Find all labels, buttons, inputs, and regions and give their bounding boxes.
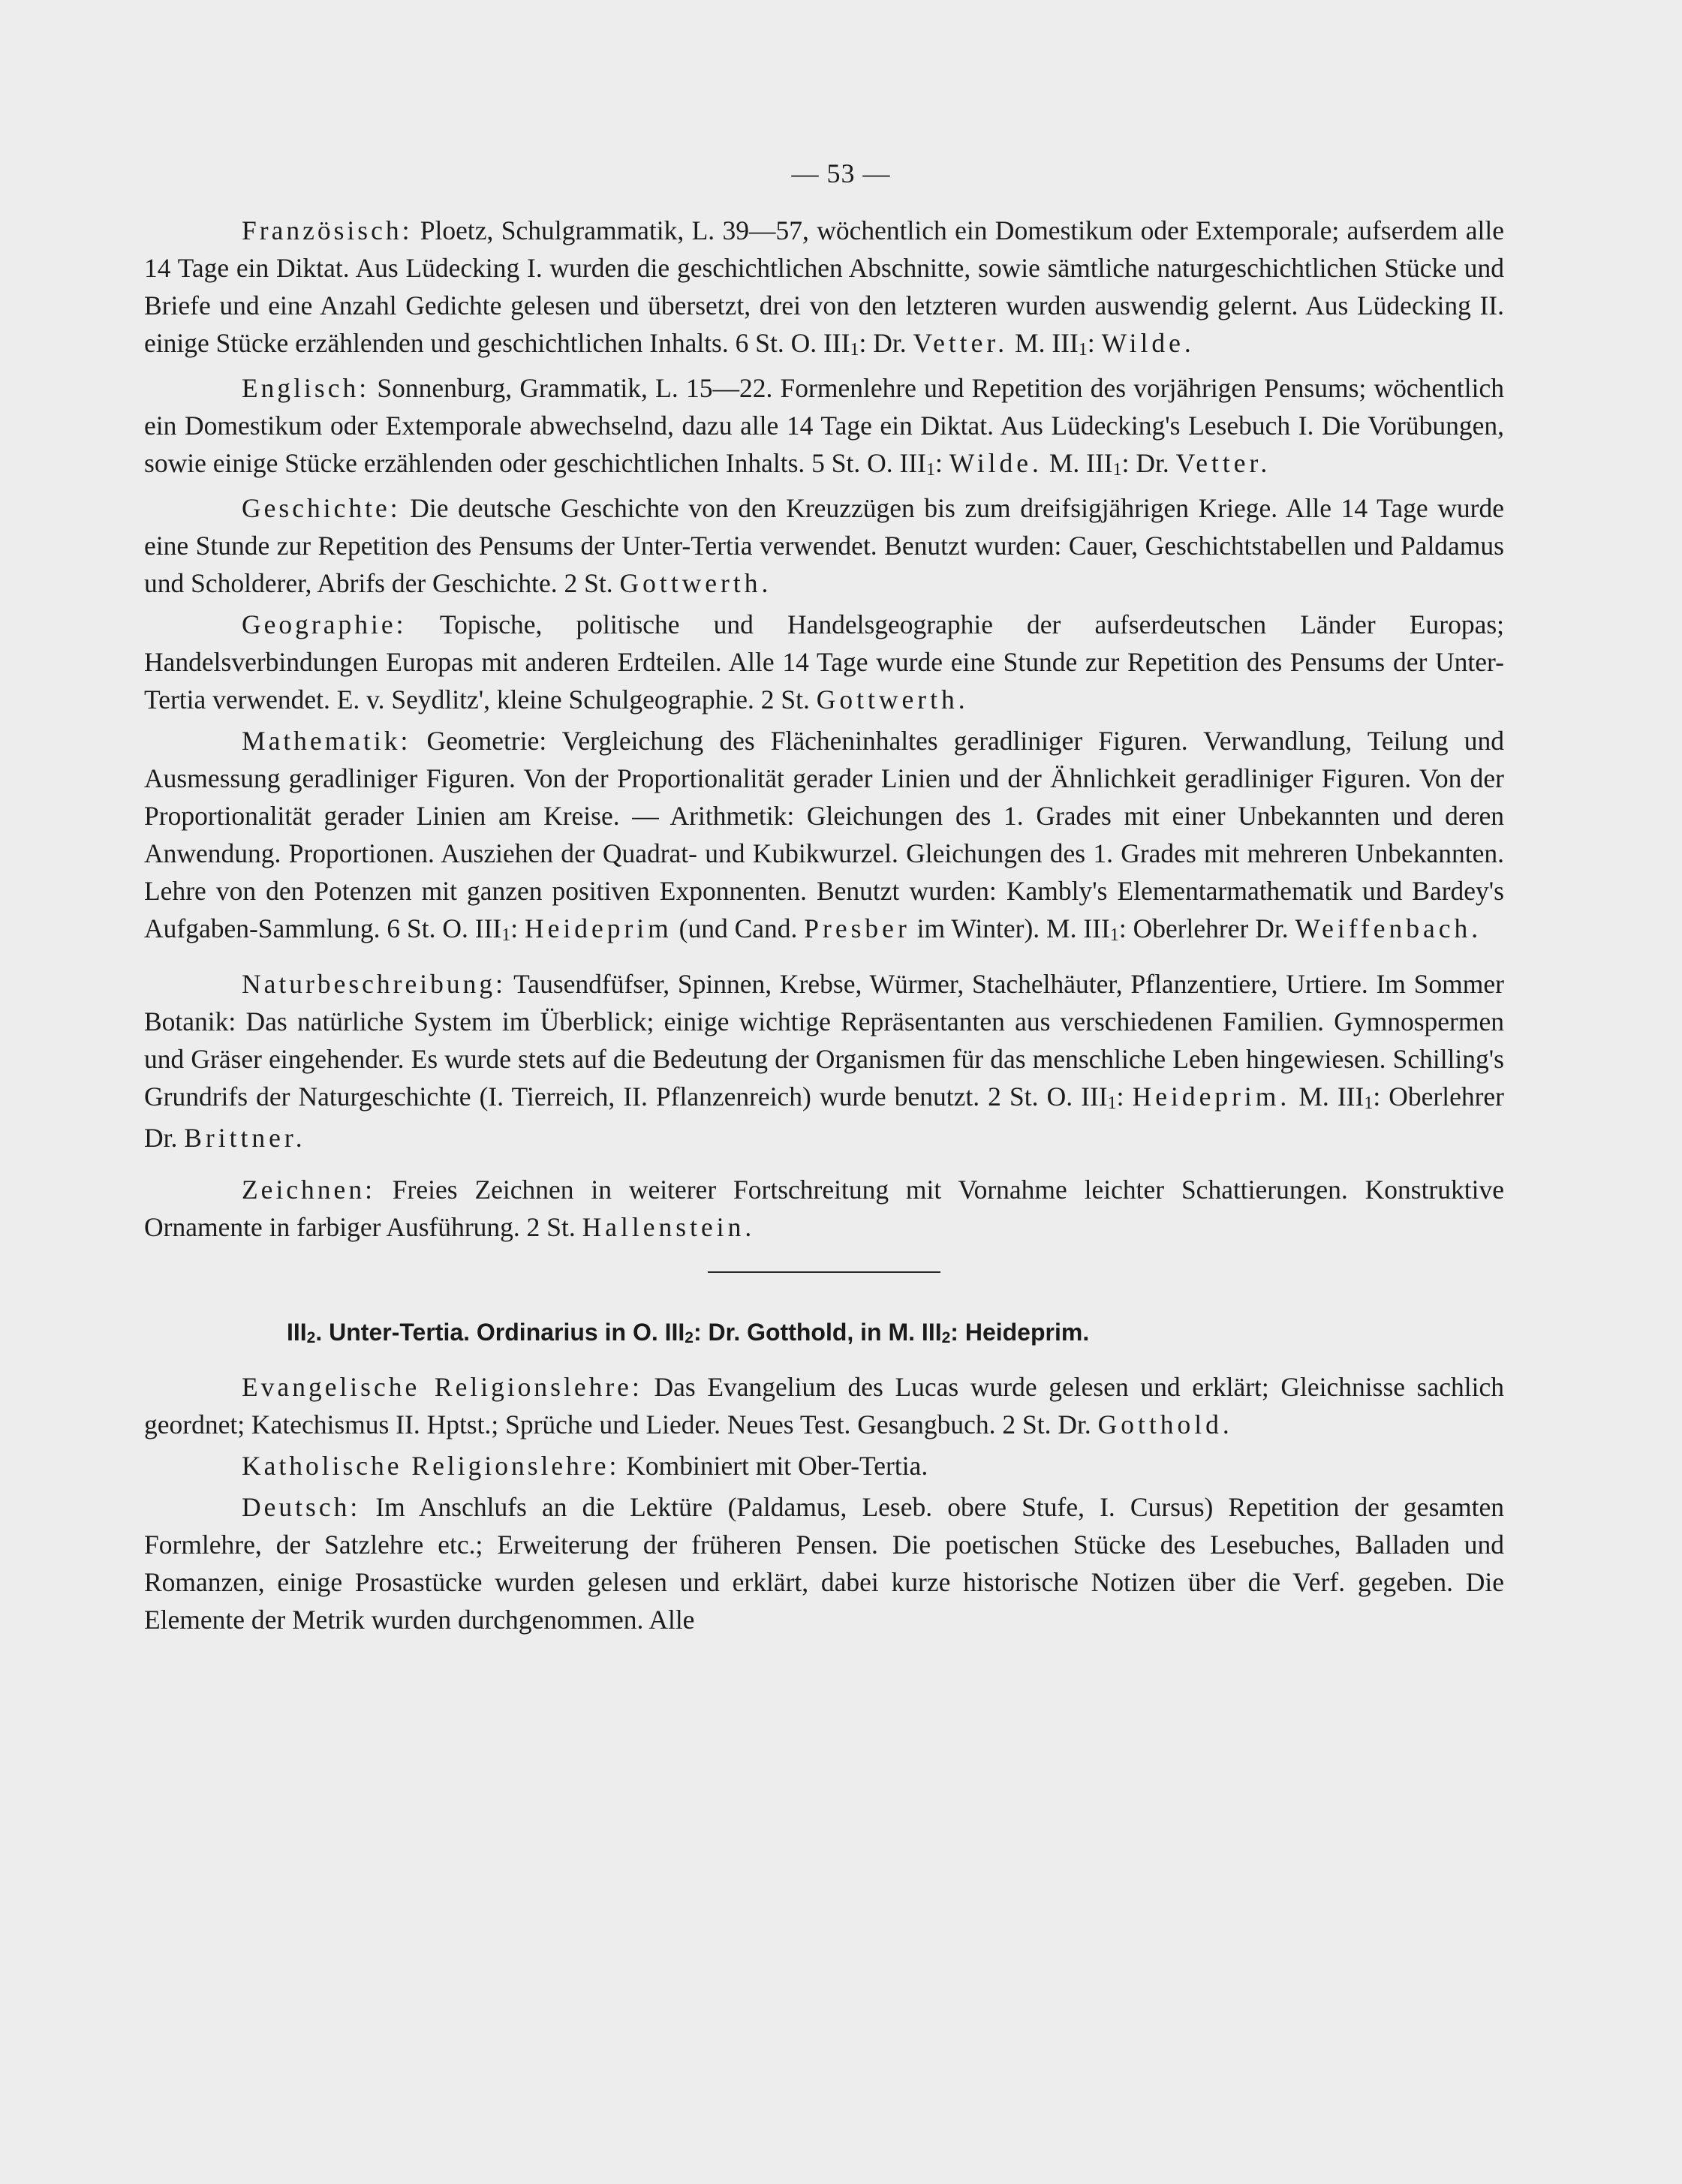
paragraph-franzoesisch — [144, 212, 1504, 366]
subject-heading: Evangelische Religionslehre: — [242, 1372, 642, 1402]
heading-text: : Heideprim. — [950, 1319, 1090, 1346]
teacher-name: Vetter. — [913, 328, 1009, 358]
paragraph-text: : — [1087, 328, 1102, 358]
paragraph-text: : Dr. — [859, 328, 913, 358]
class-subscript: 2 — [941, 1329, 951, 1346]
paragraph-text: Im Anschlufs an die Lektüre (Paldamus, Leseb. obere Stufe, I. Cursus) Repetition der gesamten Formlehre, der Satzlehre etc.; Erweiterung der früheren Pensen. Die poetischen Stücke des Lesebuches, Balladen und Romanzen, einige Prosastücke wurden gelesen und erklärt, dabei kurze historische Notizen über die Verf. gegeben. Die Elemente der Metrik wurden durchgenommen. Alle — [144, 1492, 1504, 1635]
paragraph-ev-religion — [144, 1368, 1504, 1443]
paragraph-englisch — [144, 369, 1504, 486]
paragraph-geschichte — [144, 489, 1504, 602]
spacer — [144, 1160, 1504, 1171]
paragraph-text: Das Evangelium des Lucas wurde gelesen und erklärt; Gleichnisse sachlich geordnet; Katechismus II. Hptst.; Sprüche und Lieder. Neues Test. Gesangbuch. 2 St. Dr. — [144, 1372, 1504, 1439]
paragraph-mathematik — [144, 722, 1504, 951]
teacher-name: Brittner. — [184, 1123, 306, 1153]
subject-heading: Geographie: — [242, 609, 407, 639]
class-subscript: 1 — [850, 340, 859, 359]
subject-heading: Naturbeschreibung: — [242, 969, 506, 999]
paragraph-kath-religion — [144, 1447, 1504, 1485]
subject-heading: Englisch: — [242, 373, 370, 403]
page-content — [144, 212, 1504, 1642]
paragraph-deutsch — [144, 1488, 1504, 1638]
paragraph-text: Freies Zeichnen in weiterer Fortschreitung mit Vornahme leichter Schattierungen. Konstruktive Ornamente in farbiger Ausführung. 2 St. — [144, 1175, 1504, 1242]
paragraph-zeichnen — [144, 1171, 1504, 1246]
paragraph-text: im Winter). M. III — [910, 913, 1110, 943]
subject-heading: Französisch: — [242, 215, 413, 245]
teacher-name: Presber — [804, 913, 910, 943]
class-subscript: 2 — [685, 1329, 694, 1346]
paragraph-naturbeschreibung — [144, 965, 1504, 1157]
paragraph-text: : Oberlehrer Dr. — [144, 1081, 1505, 1153]
paragraph-text: Sonnenburg, Grammatik, L. 15—22. Formenlehre und Repetition des vorjährigen Pensums; wöchentlich ein Domestikum oder Extemporale abwechselnd, dazu alle 14 Tage ein Diktat. Aus Lüdecking's Lesebuch I. Die Vorübungen, sowie einige Stücke erzählenden oder geschichtlichen Inhalts. 5 St. O. III — [144, 373, 1504, 478]
teacher-name: Gottwerth. — [816, 684, 969, 714]
paragraph-text: : — [510, 913, 525, 943]
paragraph-text: Topische, politische und Handelsgeographie der aufserdeutschen Länder Europas; Handelsverbindungen Europas mit anderen Erdteilen. Alle 14 Tage wurde eine Stunde zur Repetition des Pensums der Unter-Tertia verwendet. E. v. Seydlitz', kleine Schulgeographie. 2 St. — [144, 609, 1504, 714]
subject-heading: Geschichte: — [242, 493, 401, 523]
teacher-name: Weiffenbach. — [1295, 913, 1482, 943]
paragraph-text: Kombiniert mit Ober-Tertia. — [619, 1451, 928, 1481]
paragraph-text: M. III — [1042, 448, 1113, 478]
teacher-name: Heideprim. — [1132, 1081, 1291, 1112]
paragraph-text: Ploetz, Schulgrammatik, L. 39—57, wöchentlich ein Domestikum oder Extemporale; aufserdem alle 14 Tage ein Diktat. Aus Lüdecking I. wurden die geschichtlichen Abschnitte, sowie sämtliche naturgeschichtlichen Stücke und Briefe und eine Anzahl Gedichte gelesen und übersetzt, drei von den letzteren wurden auswendig gelernt. Aus Lüdecking II. einige Stücke erzählenden und geschichtlichen Inhalts. 6 St. O. III — [144, 215, 1504, 358]
teacher-name: Wilde. — [949, 448, 1043, 478]
subject-heading: Katholische Religionslehre: — [242, 1451, 620, 1481]
class-subscript: 1 — [501, 925, 511, 945]
class-subscript: 1 — [1109, 925, 1119, 945]
heading-text: . Unter-Tertia. Ordinarius in O. III — [315, 1319, 685, 1346]
teacher-name: Gotthold. — [1097, 1409, 1233, 1439]
paragraph-text: Die deutsche Geschichte von den Kreuzzügen bis zum dreifsigjährigen Kriege. Alle 14 Tage wurde eine Stunde zur Repetition des Pensums der Unter-Tertia verwendet. Benutzt wurden: Cauer, Geschichtstabellen und Paldamus und Scholderer, Abrifs der Geschichte. 2 St. — [144, 493, 1504, 598]
class-subscript: 1 — [1364, 1094, 1374, 1113]
subject-heading: Zeichnen: — [242, 1175, 375, 1205]
subject-heading: Mathematik: — [242, 726, 411, 756]
teacher-name: Vetter. — [1175, 448, 1271, 478]
paragraph-text: (und Cand. — [672, 913, 805, 943]
paragraph-text: : Oberlehrer Dr. — [1118, 913, 1295, 943]
class-subscript: 2 — [306, 1329, 316, 1346]
paragraph-text: : — [934, 448, 949, 478]
section-divider — [708, 1271, 940, 1273]
teacher-name: Heideprim — [524, 913, 672, 943]
spacer — [144, 955, 1504, 965]
paragraph-geographie — [144, 606, 1504, 718]
paragraph-text: Geometrie: Vergleichung des Flächeninhaltes geradliniger Figuren. Verwandlung, Teilung und Ausmessung geradliniger Figuren. Von der Proportionalität gerader Linien und der Ähnlichkeit geradliniger Figuren. Von der Proportionalität gerader Linien am Kreise. — Arithmetik: Gleichungen des 1. Grades mit einer Unbekannten und deren Anwendung. Proportionen. Ausziehen der Quadrat- und Kubikwurzel. Gleichungen des 1. Grades mit mehreren Unbekannten. Lehre von den Potenzen mit ganzen positiven Exponnenten. Benutzt wurden: Kambly's Elementarmathematik und Bardey's Aufgaben-Sammlung. 6 St. O. III — [144, 726, 1504, 943]
page-number: — 53 — — [791, 158, 891, 188]
class-subscript: 1 — [1112, 460, 1122, 480]
paragraph-text: : — [1116, 1081, 1133, 1112]
paragraph-text: Tausendfüfser, Spinnen, Krebse, Würmer, Stachelhäuter, Pflanzentiere, Urtiere. Im Sommer Botanik: Das natürliche System im Überblick; einige wichtige Repräsentanten aus verschiedenen Familien. Gymnospermen und Gräser eingehender. Es wurde stets auf die Bedeutung der Organismen für das menschliche Leben hingewiesen. Schilling's Grundrifs der Naturgeschichte (I. Tierreich, II. Pflanzenreich) wurde benutzt. 2 St. O. III — [144, 969, 1504, 1112]
class-subscript: 1 — [925, 460, 935, 480]
teacher-name: Wilde. — [1101, 328, 1195, 358]
paragraph-text: M. III — [1290, 1081, 1365, 1112]
section-heading — [144, 1313, 1504, 1355]
class-subscript: 1 — [1078, 340, 1088, 359]
heading-text: : Dr. Gotthold, in M. III — [693, 1319, 942, 1346]
class-label: III — [287, 1319, 307, 1346]
teacher-name: Hallenstein. — [582, 1212, 756, 1242]
paragraph-text: : Dr. — [1121, 448, 1176, 478]
teacher-name: Gottwerth. — [619, 568, 772, 598]
class-subscript: 1 — [1107, 1094, 1117, 1113]
paragraph-text: M. III — [1008, 328, 1079, 358]
subject-heading: Deutsch: — [242, 1492, 361, 1522]
